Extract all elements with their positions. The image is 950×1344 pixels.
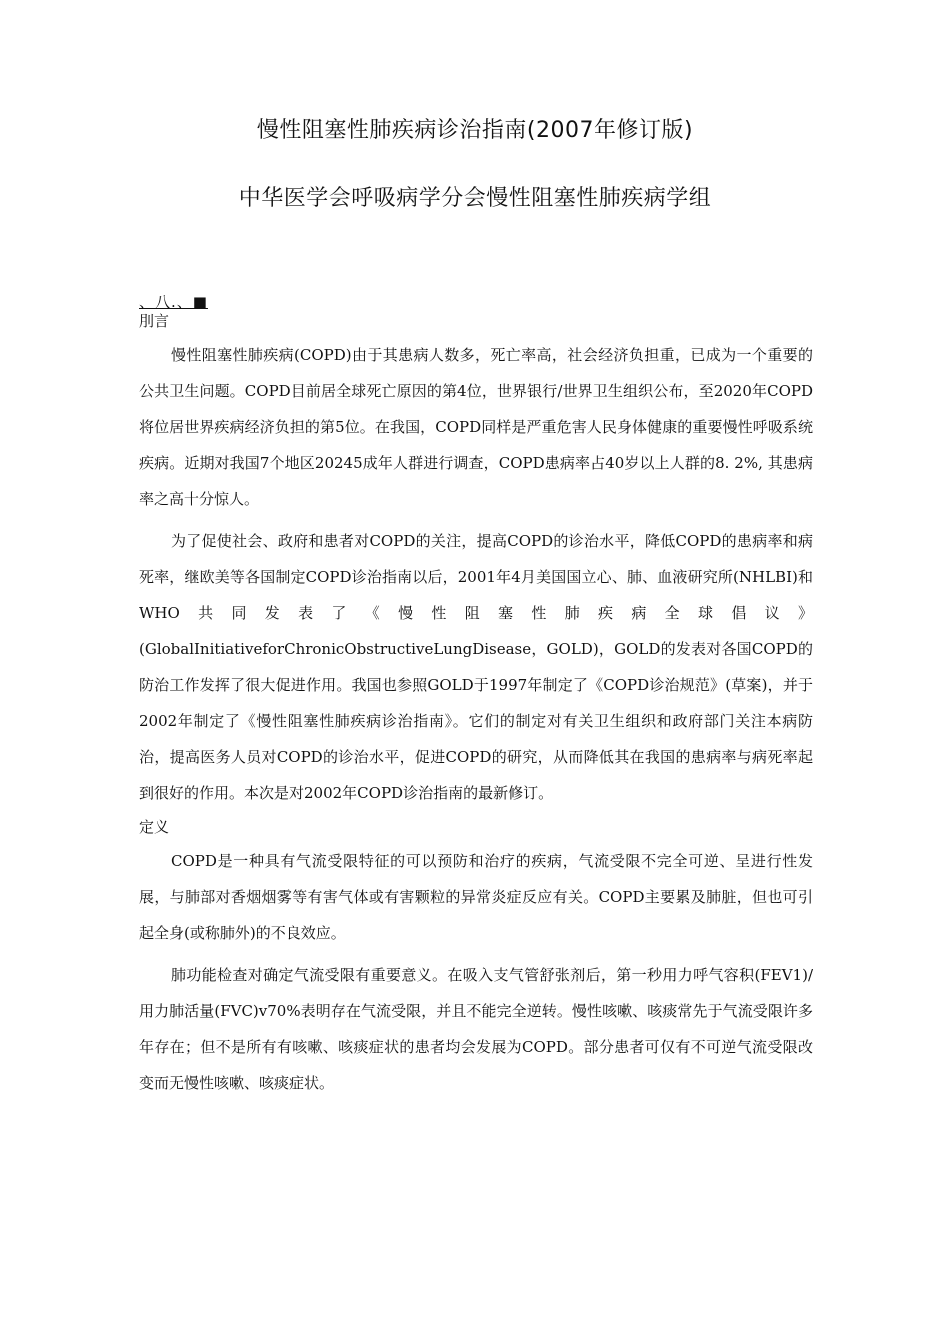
garbled-heading: 、八.、■ [139, 293, 208, 311]
paragraph: 肺功能检查对确定气流受限有重要意义。在吸入支气管舒张剂后，第一秒用力呼气容积(FEV1)/用力肺活量(FVC)v70%表明存在气流受限，并且不能完全逆转。慢性咳嗽、咳痰常先于气流受限许多年存在；但不是所有有咳嗽、咳痰症状的患者均会发展为COPD。部分患者可仅有不可逆气流受限改变而无慢性咳嗽、咳痰症状。 [139, 966, 813, 1092]
paragraph: 慢性阻塞性肺疾病(COPD)由于其患病人数多，死亡率高，社会经济负担重，已成为一个重要的公共卫生问题。COPD目前居全球死亡原因的第4位，世界银行/世界卫生组织公布，至2020年COPD将位居世界疾病经济负担的第5位。在我国，COPD同样是严重危害人民身体健康的重要慢性呼吸系统疾病。近期对我国7个地区20245成年人群进行调查，COPD患病率占40岁以上人群的8. 2%, 其患病率之高十分惊人。 [139, 346, 813, 508]
document-subtitle: 中华医学会呼吸病学分会慢性阻塞性肺疾病学组 [238, 186, 712, 211]
document-title: 慢性阻塞性肺疾病诊治指南(2007年修订版) [256, 118, 694, 143]
document-body [139, 293, 813, 1107]
section-label-definition: 定义 [139, 818, 170, 836]
paragraph: 为了促使社会、政府和患者对COPD的关注，提高COPD的诊治水平，降低COPD的患病率和病死率，继欧美等各国制定COPD诊治指南以后，2001年4月美国国立心、肺、血液研究所(NHLBI)和WHO共同发表了《慢性阻塞性肺疾病全球倡议》(GlobalInitiativeforChronicObstructiveLungDisease，GOLD)，GOLD的发表对各国COPD的防治工作发挥了很大促进作用。我国也参照GOLD于1997年制定了《COPD诊治规范》(草案)，并于2002年制定了《慢性阻塞性肺疾病诊治指南》。它们的制定对有关卫生组织和政府部门关注本病防治，提高医务人员对COPD的诊治水平，促进COPD的研究，从而降低其在我国的患病率与病死率起到很好的作用。本次是对2002年COPD诊治指南的最新修订。 [139, 532, 813, 802]
section-label-preface: 刖言 [139, 312, 170, 330]
paragraph: COPD是一种具有气流受限特征的可以预防和治疗的疾病，气流受限不完全可逆、呈进行性发展，与肺部对香烟烟雾等有害气体或有害颗粒的异常炎症反应有关。COPD主要累及肺脏，但也可引起全身(或称肺外)的不良效应。 [139, 852, 813, 942]
